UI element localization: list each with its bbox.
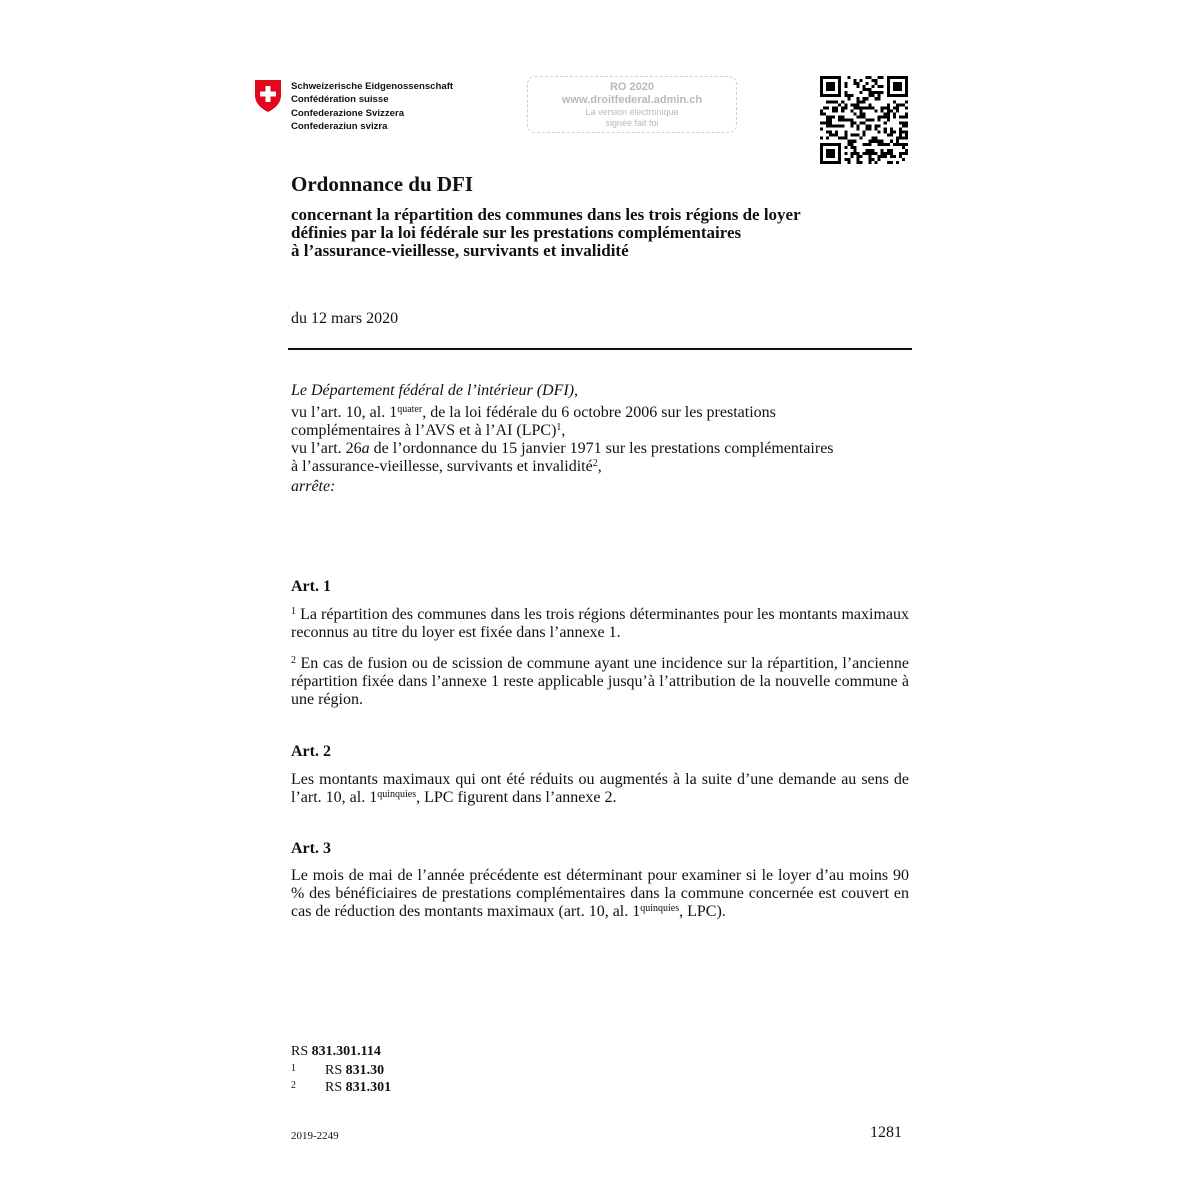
stamp-collection: RO 2020	[609, 81, 655, 93]
footnote-number: 1	[291, 1063, 296, 1074]
page-number: 1281	[870, 1124, 902, 1141]
preamble-authority: Le Département fédéral de l’intérieur (DFI),	[291, 382, 579, 399]
footnote-number: 2	[291, 1080, 296, 1091]
footnote-1	[291, 1063, 384, 1079]
document-date: du 12 mars 2020	[291, 310, 399, 327]
footnote-2	[291, 1080, 391, 1096]
confederation-name-it: Confederazione Svizzera	[291, 107, 405, 119]
preamble-text: , de la loi fédérale du 6 octobre 2006 sur les prestations	[422, 404, 776, 421]
title-divider	[288, 348, 912, 350]
article-3-text	[291, 867, 909, 921]
document-number: 2019-2249	[291, 1130, 339, 1142]
stamp-note-line1: La version électronique	[585, 107, 679, 117]
footnote-value: 831.301	[345, 1080, 392, 1095]
article-1-paragraph-1	[291, 606, 909, 642]
paragraph-text: En cas de fusion ou de scission de commune ayant une incidence sur la répartition, l’ancienne répartition fixée dans l’annexe 1 reste applicable jusqu’à l’attribution de la nouvelle commune à une région.	[291, 655, 910, 708]
confederation-name-de: Schweizerische Eidgenossenschaft	[291, 81, 454, 92]
preamble-line	[291, 404, 911, 422]
subtitle-line: définies par la loi fédérale sur les prestations complémentaires	[291, 223, 742, 242]
preamble-italic: a	[361, 440, 370, 457]
qr-code-icon[interactable]	[820, 76, 908, 164]
footnote-value: 831.30	[345, 1063, 385, 1078]
official-stamp	[527, 76, 737, 133]
preamble-text: ,	[561, 422, 566, 439]
preamble-text: à l’assurance-vieillesse, survivants et invalidité	[291, 458, 593, 475]
preamble-text: vu l’art. 26	[291, 440, 362, 457]
paragraph-text: Les montants maximaux qui ont été réduits ou augmentés à la suite d’une demande au sens de l’art. 10, al. 1	[291, 771, 909, 806]
footnote-ref[interactable]: 1	[556, 422, 562, 433]
superscript: quinquies	[640, 903, 680, 914]
preamble-text: vu l’art. 10, al. 1	[291, 404, 398, 421]
article-2-text	[291, 771, 909, 807]
preamble-line	[291, 440, 911, 458]
swiss-cross-logo-icon	[253, 79, 283, 113]
stamp-website: www.droitfederal.admin.ch	[561, 94, 703, 106]
preamble-line	[291, 458, 911, 476]
stamp-note-line2: signée fait foi	[605, 118, 659, 128]
document-subtitle	[291, 206, 801, 260]
confederation-names	[291, 80, 453, 133]
footnote-ref[interactable]: 2	[592, 458, 598, 469]
preamble	[291, 382, 911, 496]
article-2-title: Art. 2	[291, 743, 331, 760]
article-1-title: Art. 1	[291, 578, 331, 595]
rs-prefix: RS	[291, 1044, 309, 1059]
document-title: Ordonnance du DFI	[291, 172, 474, 196]
rs-number: 831.301.114	[311, 1044, 381, 1059]
preamble-decree: arrête:	[291, 478, 336, 495]
rs-reference	[291, 1044, 381, 1060]
superscript: quater	[397, 404, 423, 415]
confederation-name-fr: Confédération suisse	[291, 94, 389, 106]
paragraph-number: 1	[291, 606, 296, 617]
preamble-text: de l’ordonnance du 15 janvier 1971 sur les prestations complémentaires	[369, 440, 834, 457]
subtitle-line: à l’assurance-vieillesse, survivants et invalidité	[291, 241, 629, 260]
superscript: quinquies	[377, 789, 417, 800]
article-3-title: Art. 3	[291, 840, 331, 857]
preamble-line	[291, 422, 911, 440]
confederation-name-rm: Confederaziun svizra	[291, 120, 388, 132]
preamble-text: ,	[597, 458, 602, 475]
preamble-text: complémentaires à l’AVS et à l’AI (LPC)	[291, 422, 557, 439]
paragraph-number: 2	[291, 655, 296, 666]
article-1-paragraph-2	[291, 655, 909, 709]
paragraph-text: , LPC figurent dans l’annexe 2.	[416, 789, 617, 806]
footnote-prefix: RS	[325, 1080, 343, 1095]
paragraph-text: Le mois de mai de l’année précédente est déterminant pour examiner si le loyer d’au moins 90 % des bénéficiaires de prestations complémentaires dans la commune concernée est couvert en cas de réduction des montants maximaux (art. 10, al. 1	[291, 867, 909, 920]
subtitle-line: concernant la répartition des communes dans les trois régions de loyer	[291, 205, 801, 224]
footnote-prefix: RS	[325, 1063, 343, 1078]
paragraph-text: , LPC).	[679, 903, 726, 920]
paragraph-text: La répartition des communes dans les trois régions déterminantes pour les montants maximaux reconnus au titre du loyer est fixée dans l’annexe 1.	[291, 606, 910, 641]
